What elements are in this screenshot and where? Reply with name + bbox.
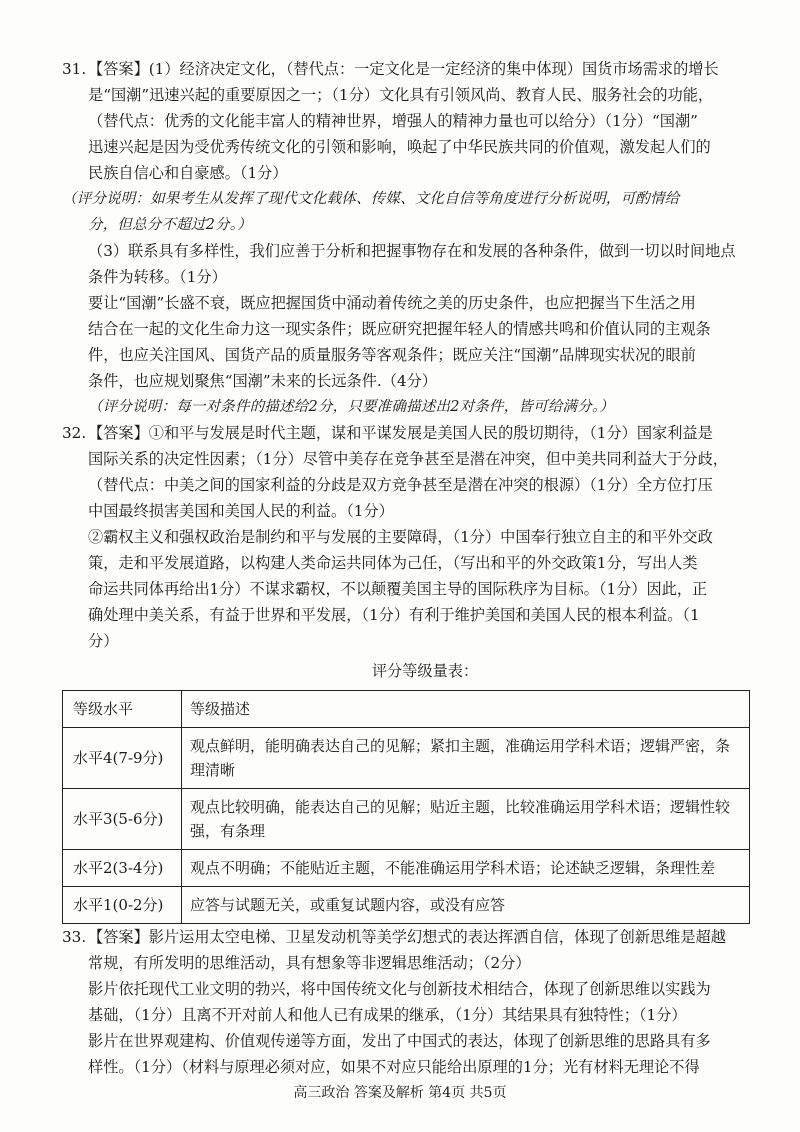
text-line: 命运共同体再给出1分）不谋求霸权，不以颠覆美国主导的国际秩序为目标。（1分）因此，正: [88, 580, 708, 598]
question-number: 32.: [62, 424, 87, 442]
question-31: [62, 56, 748, 186]
table-header-row: [63, 691, 750, 728]
text-line: 基础，（1分）且离不开对前人和他人已有成果的继承，（1分）其结果具有独特性；（1分）: [88, 1006, 687, 1024]
description-cell: 观点不明确；不能贴近主题，不能准确运用学科术语；论述缺乏逻辑，条理性差: [182, 850, 750, 887]
text-line: 国际关系的决定性因素；（1分）尽管中美存在竞争甚至是潜在冲突，但中美共同利益大于分歧，: [88, 450, 728, 468]
level-cell: 水平2(3-4分): [63, 850, 182, 887]
scoring-note: 分，但总分不超过2分。）: [88, 217, 252, 233]
scoring-note: （评分说明：每一对条件的描述给2分，只要准确描述出2对条件，皆可给满分。）: [88, 399, 615, 415]
question-number: 31.: [62, 60, 87, 78]
text-line: 条件为转移。（1分）: [88, 268, 227, 286]
text-line: 结合在一起的文化生命力这一现实条件；既应研究把握年轻人的情感共鸣和价值认同的主观条: [88, 320, 711, 338]
table-row: [63, 789, 750, 850]
table-row: [63, 887, 750, 924]
text-line: 样性。（1分）（材料与原理必须对应，如果不对应只能给出原理的1分；光有材料无理论不得: [88, 1058, 700, 1076]
scoring-note: （评分说明：如果考生从发挥了现代文化载体、传媒、文化自信等角度进行分析说明，可酌情给: [62, 191, 680, 207]
description-cell: 观点比较明确，能表达自己的见解；贴近主题，比较准确运用学科术语；逻辑性较强，有条理: [182, 789, 750, 850]
text-line: 确处理中美关系，有益于世界和平发展，（1分）有利于维护美国和美国人民的根本利益。（1: [88, 606, 700, 624]
text-line: 中国最终损害美国和美国人民的利益。（1分）: [88, 502, 394, 520]
table-row: [63, 850, 750, 887]
level-cell: 水平3(5-6分): [63, 789, 182, 850]
text-line: 要让“国潮”长盛不衰，既应把握国货中涌动着传统之美的历史条件，也应把握当下生活之用: [88, 294, 696, 312]
level-cell: 水平4(7-9分): [63, 728, 182, 789]
text-line: ②霸权主义和强权政治是制约和平与发展的主要障碍，（1分）中国奉行独立自主的和平外交政: [88, 528, 713, 546]
text-line: 是“国潮”迅速兴起的重要原因之一；（1分）文化具有引领风尚、教育人民、服务社会的功能，: [88, 86, 714, 104]
text-line: 【答案】影片运用太空电梯、卫星发动机等美学幻想式的表达挥洒自信，体现了创新思维是超越: [88, 928, 726, 946]
text-line: 影片在世界观建构、价值观传递等方面，发出了中国式的表达，体现了创新思维的思路具有多: [88, 1032, 711, 1050]
text-line: 【答案】(1）经济决定文化，（替代点：一定文化是一定经济的集中体现）国货市场需求的增长: [88, 60, 719, 78]
question-number: 33.: [62, 928, 87, 946]
description-cell: 应答与试题无关，或重复试题内容，或没有应答: [182, 887, 750, 924]
text-line: 【答案】①和平与发展是时代主题，谋和平谋发展是美国人民的殷切期待，（1分）国家利益是: [88, 424, 713, 442]
rubric-table: [62, 690, 750, 924]
text-line: 迅速兴起是因为受优秀传统文化的引领和影响，唤起了中华民族共同的价值观，激发起人们的: [88, 138, 711, 156]
text-line: 条件，也应规划聚焦“国潮”未来的长远条件.（4分）: [88, 372, 437, 390]
page-footer: 高三政治 答案及解析 第4页 共5页: [293, 1085, 507, 1101]
question-32: [62, 420, 748, 654]
level-cell: 水平1(0-2分): [63, 887, 182, 924]
rubric-caption: 评分等级量表：: [371, 662, 479, 680]
text-line: 策，走和平发展道路，以构建人类命运共同体为己任，（写出和平的外交政策1分，写出人类: [88, 554, 698, 572]
text-line: 件，也应关注国风、国货产品的质量服务等客观条件；既应关注“国潮”品牌现实状况的眼前: [88, 346, 696, 364]
description-cell: 观点鲜明，能明确表达自己的见解；紧扣主题，准确运用学科术语；逻辑严密，条理清晰: [182, 728, 750, 789]
text-line: 影片依托现代工业文明的勃兴，将中国传统文化与创新技术相结合，体现了创新思维以实践为: [88, 980, 711, 998]
text-line: （3）联系具有多样性，我们应善于分析和把握事物存在和发展的各种条件，做到一切以时间地点: [88, 242, 736, 260]
question-33: [62, 924, 748, 1080]
text-line: 分）: [88, 632, 119, 650]
text-line: 常规，有所发明的思维活动，具有想象等非逻辑思维活动；（2分）: [88, 954, 531, 972]
column-header: 等级描述: [182, 691, 750, 728]
text-line: 民族自信心和自豪感。（1分）: [88, 164, 288, 182]
text-line: （替代点：中美之间的国家利益的分歧是双方竞争甚至是潜在冲突的根源）（1分）全方位打压: [88, 476, 713, 494]
table-row: [63, 728, 750, 789]
text-line: （替代点：优秀的文化能丰富人的精神世界，增强人的精神力量也可以给分）（1分）“国潮”: [88, 112, 698, 130]
column-header: 等级水平: [63, 691, 182, 728]
